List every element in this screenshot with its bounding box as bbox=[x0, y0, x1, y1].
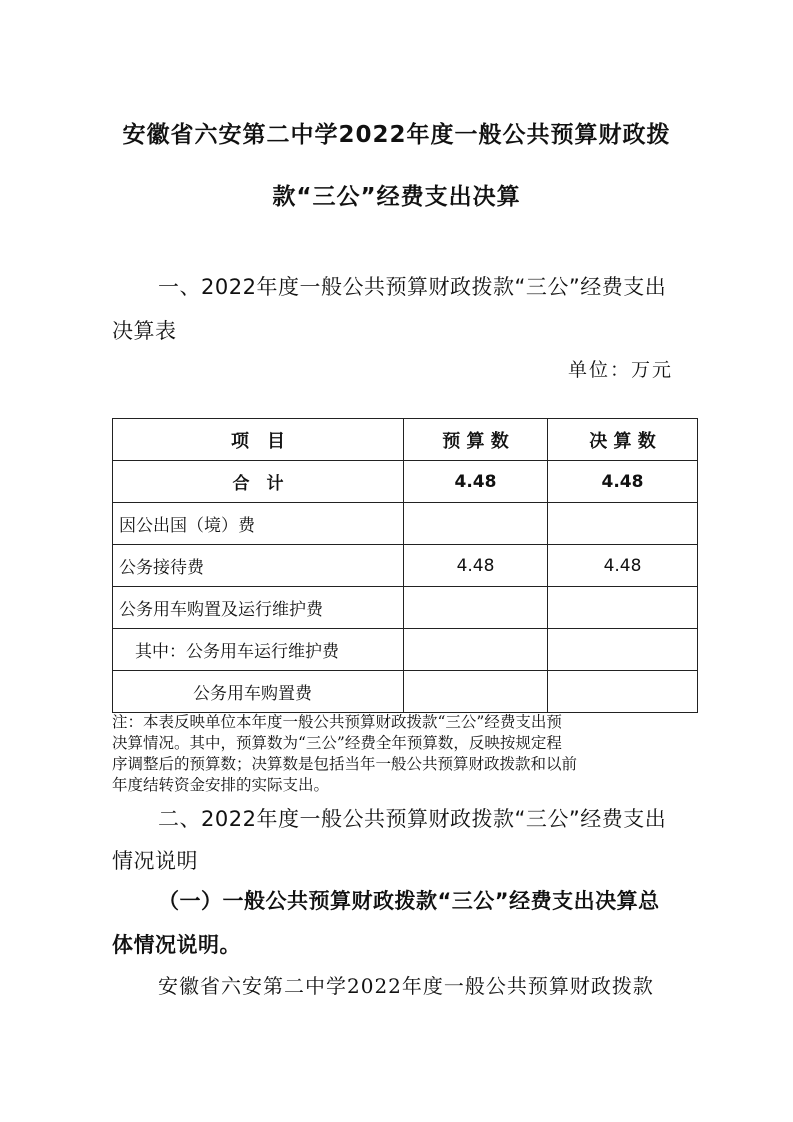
row-final bbox=[548, 671, 698, 713]
header-item: 项 目 bbox=[113, 419, 404, 461]
table-header-row bbox=[113, 419, 698, 461]
row-final bbox=[548, 587, 698, 629]
subsection1-heading-line2: 体情况说明。 bbox=[112, 933, 241, 957]
row-budget bbox=[404, 587, 548, 629]
doc-title-line1: 安徽省六安第二中学2022年度一般公共预算财政拨 bbox=[122, 122, 671, 148]
note-line: 序调整后的预算数；决算数是包括当年一般公共预算财政拨款和以前 bbox=[112, 755, 578, 773]
note-line: 注：本表反映单位本年度一般公共预算财政拨款“三公”经费支出预 bbox=[112, 713, 562, 731]
expense-table bbox=[112, 418, 698, 713]
row-final bbox=[548, 629, 698, 671]
row-label: 因公出国（境）费 bbox=[113, 503, 404, 545]
table-row-total bbox=[113, 461, 698, 503]
section1-heading-line2: 决算表 bbox=[112, 319, 177, 343]
doc-title-line2: 款“三公”经费支出决算 bbox=[272, 184, 521, 210]
row-budget bbox=[404, 629, 548, 671]
row-label: 合 计 bbox=[113, 461, 404, 503]
table-row bbox=[113, 503, 698, 545]
section2-heading-line1: 二、2022年度一般公共预算财政拨款“三公”经费支出 bbox=[158, 807, 667, 831]
table-row bbox=[113, 545, 698, 587]
row-final bbox=[548, 503, 698, 545]
body-paragraph-line1: 安徽省六安第二中学2022年度一般公共预算财政拨款 bbox=[158, 974, 654, 998]
table-row bbox=[113, 629, 698, 671]
row-budget bbox=[404, 671, 548, 713]
header-final: 决 算 数 bbox=[548, 419, 698, 461]
row-budget: 4.48 bbox=[404, 461, 548, 503]
row-budget bbox=[404, 503, 548, 545]
table-note bbox=[112, 712, 697, 796]
row-final: 4.48 bbox=[548, 461, 698, 503]
row-label: 公务用车购置费 bbox=[113, 671, 404, 713]
table-row bbox=[113, 671, 698, 713]
section1-heading-line1: 一、2022年度一般公共预算财政拨款“三公”经费支出 bbox=[158, 275, 667, 299]
row-label: 公务接待费 bbox=[113, 545, 404, 587]
section2-heading-line2: 情况说明 bbox=[112, 849, 198, 873]
subsection1-heading-line1: （一）一般公共预算财政拨款“三公”经费支出决算总 bbox=[158, 889, 660, 913]
header-budget: 预 算 数 bbox=[404, 419, 548, 461]
row-final: 4.48 bbox=[548, 545, 698, 587]
note-line: 年度结转资金安排的实际支出。 bbox=[112, 776, 330, 794]
table-row bbox=[113, 587, 698, 629]
unit-label: 单位：万元 bbox=[567, 359, 673, 381]
note-line: 决算情况。其中，预算数为“三公”经费全年预算数，反映按规定程 bbox=[112, 734, 562, 752]
row-label: 公务用车购置及运行维护费 bbox=[113, 587, 404, 629]
row-label: 其中：公务用车运行维护费 bbox=[113, 629, 404, 671]
row-budget: 4.48 bbox=[404, 545, 548, 587]
